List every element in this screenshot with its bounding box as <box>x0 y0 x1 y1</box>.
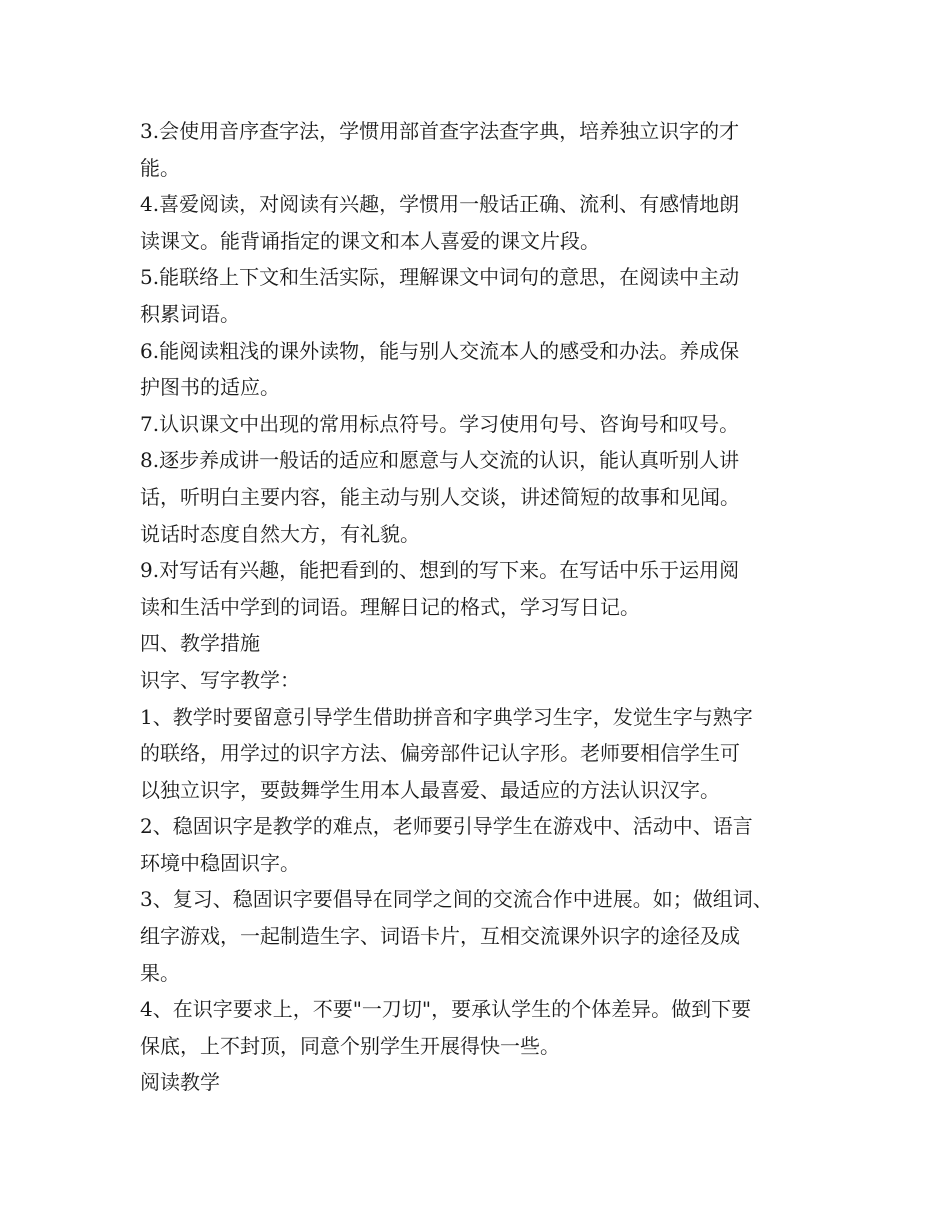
document-body <box>140 113 820 1101</box>
text-line: 能。 <box>140 155 180 180</box>
text-line: 的联络，用学过的识字方法、偏旁部件记认字形。老师要相信学生可 <box>140 741 740 766</box>
text-line: 4.喜爱阅读，对阅读有兴趣，学惯用一般话正确、流利、有感情地朗 <box>140 192 740 217</box>
text-line: 7.认识课文中出现的常用标点符号。学习使用句号、咨询号和叹号。 <box>140 411 740 436</box>
text-line: 5.能联络上下文和生活实际，理解课文中词句的意思，在阅读中主动 <box>140 265 740 290</box>
text-line: 环境中稳固识字。 <box>140 850 300 875</box>
text-line: 果。 <box>140 960 180 985</box>
text-line: 9.对写话有兴趣，能把看到的、想到的写下来。在写话中乐于运用阅 <box>140 558 740 583</box>
subsection-heading: 阅读教学 <box>140 1070 220 1095</box>
text-line: 6.能阅读粗浅的课外读物，能与别人交流本人的感受和办法。养成保 <box>140 338 740 363</box>
text-line: 话，听明白主要内容，能主动与别人交谈，讲述简短的故事和见闻。 <box>140 484 740 509</box>
text-line: 积累词语。 <box>140 301 240 326</box>
text-line: 3、复习、稳固识字要倡导在同学之间的交流合作中进展。如；做组词、 <box>140 887 773 912</box>
text-line: 组字游戏，一起制造生字、词语卡片，互相交流课外识字的途径及成 <box>140 924 740 949</box>
section-heading: 四、教学措施 <box>140 631 260 656</box>
text-line: 说话时态度自然大方，有礼貌。 <box>140 521 420 546</box>
text-line: 1、教学时要留意引导学生借助拼音和字典学习生字，发觉生字与熟字 <box>140 704 753 729</box>
text-line: 4、在识字要求上，不要"一刀切"，要承认学生的个体差异。做到下要 <box>140 997 752 1022</box>
text-line: 以独立识字，要鼓舞学生用本人最喜爱、最适应的方法认识汉字。 <box>140 777 720 802</box>
text-line: 读和生活中学到的词语。理解日记的格式，学习写日记。 <box>140 594 640 619</box>
text-line: 读课文。能背诵指定的课文和本人喜爱的课文片段。 <box>140 228 600 253</box>
subsection-heading: 识字、写字教学： <box>140 667 300 692</box>
text-line: 2、稳固识字是教学的难点，老师要引导学生在游戏中、活动中、语言 <box>140 814 753 839</box>
text-line: 8.逐步养成讲一般话的适应和愿意与人交流的认识，能认真听别人讲 <box>140 448 740 473</box>
text-line: 3.会使用音序查字法，学惯用部首查字法查字典，培养独立识字的才 <box>140 119 740 143</box>
text-line: 保底，上不封顶，同意个别学生开展得快一些。 <box>140 1033 560 1058</box>
text-line: 护图书的适应。 <box>140 375 280 400</box>
